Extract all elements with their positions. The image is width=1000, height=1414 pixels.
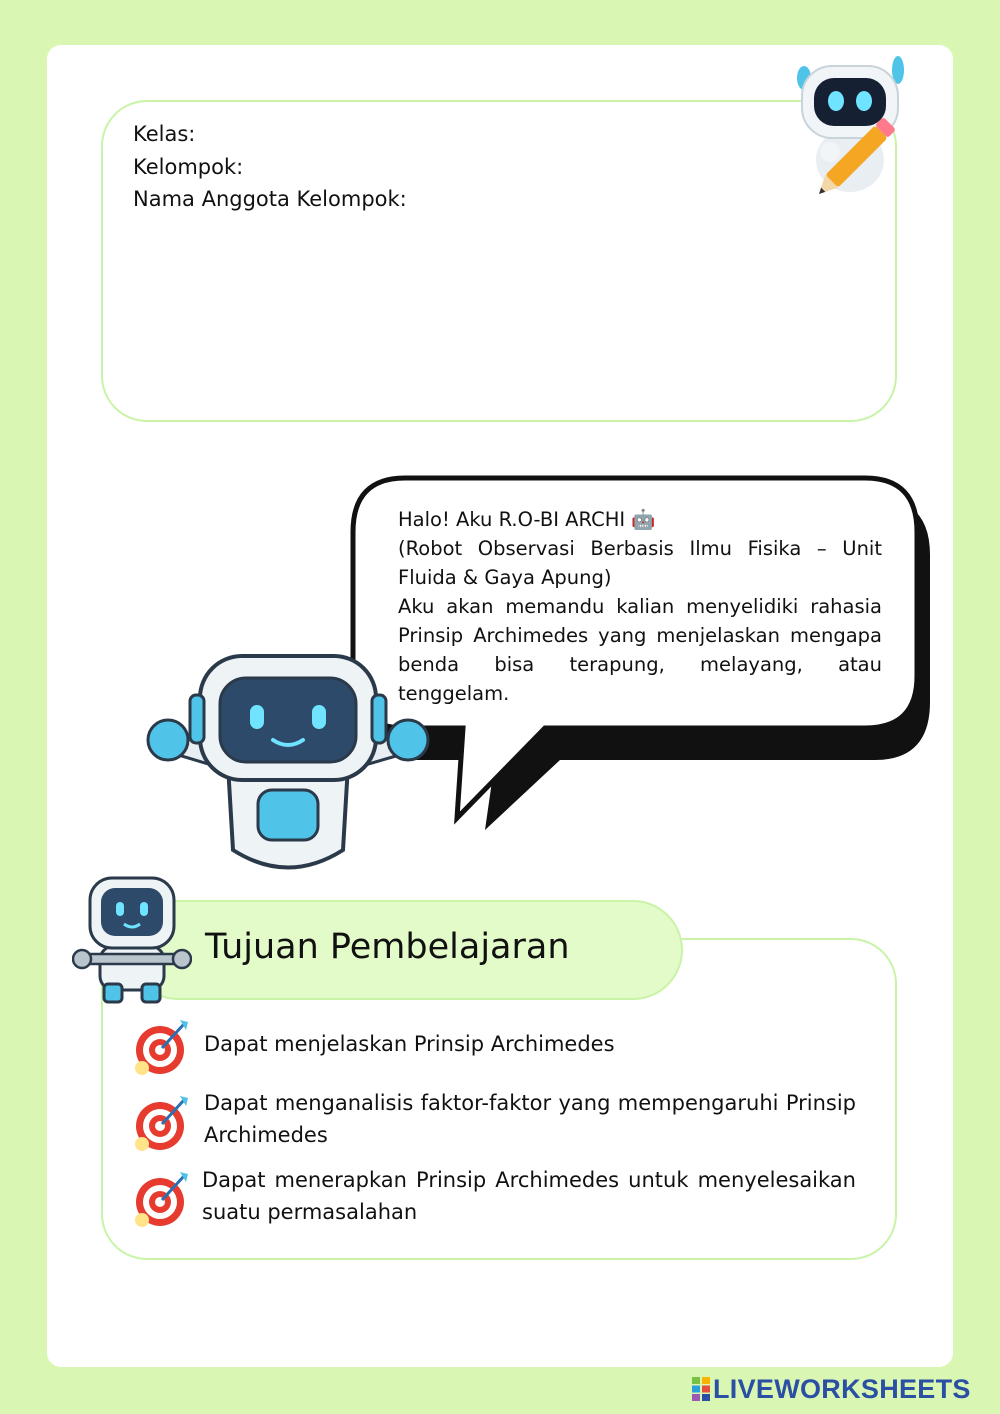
objective-text: Dapat menganalisis faktor-faktor yang mempengaruhi Prinsip Archimedes [204,1091,856,1147]
objective-text: Dapat menjelaskan Prinsip Archimedes [204,1032,615,1056]
objectives-title: Tujuan Pembelajaran [205,927,570,967]
objective-text: Dapat menerapkan Prinsip Archimedes untuk menyelesaikan suatu permasalahan [202,1168,856,1224]
robot-wrench-illustration [72,868,192,1008]
identity-fields [133,118,407,216]
class-label: Kelas: [133,122,196,146]
brand-name: LIVEWORKSHEETS [713,1373,971,1404]
target-bullseye-icon [130,1090,194,1154]
group-label: Kelompok: [133,154,244,179]
robot-greeting: Halo! Aku R.O-BI ARCHI 🤖 [398,508,656,531]
liveworksheets-mark-icon [692,1377,710,1401]
members-label: Nama Anggota Kelompok: [133,187,407,211]
speech-text [398,505,882,708]
liveworksheets-logo [692,1374,971,1404]
robot-pencil-illustration [790,48,922,198]
robot-intro-body: Aku akan memandu kalian menyelidiki rahasia Prinsip Archimedes yang menjelaskan mengapa benda bisa terapung, melayang, atau tenggelam. [398,595,882,705]
robot-waving-illustration [138,650,438,890]
target-bullseye-icon [130,1014,194,1078]
target-bullseye-icon [130,1166,194,1230]
robot-name-expansion: (Robot Observasi Berbasis Ilmu Fisika – Unit Fluida & Gaya Apung) [398,537,882,589]
